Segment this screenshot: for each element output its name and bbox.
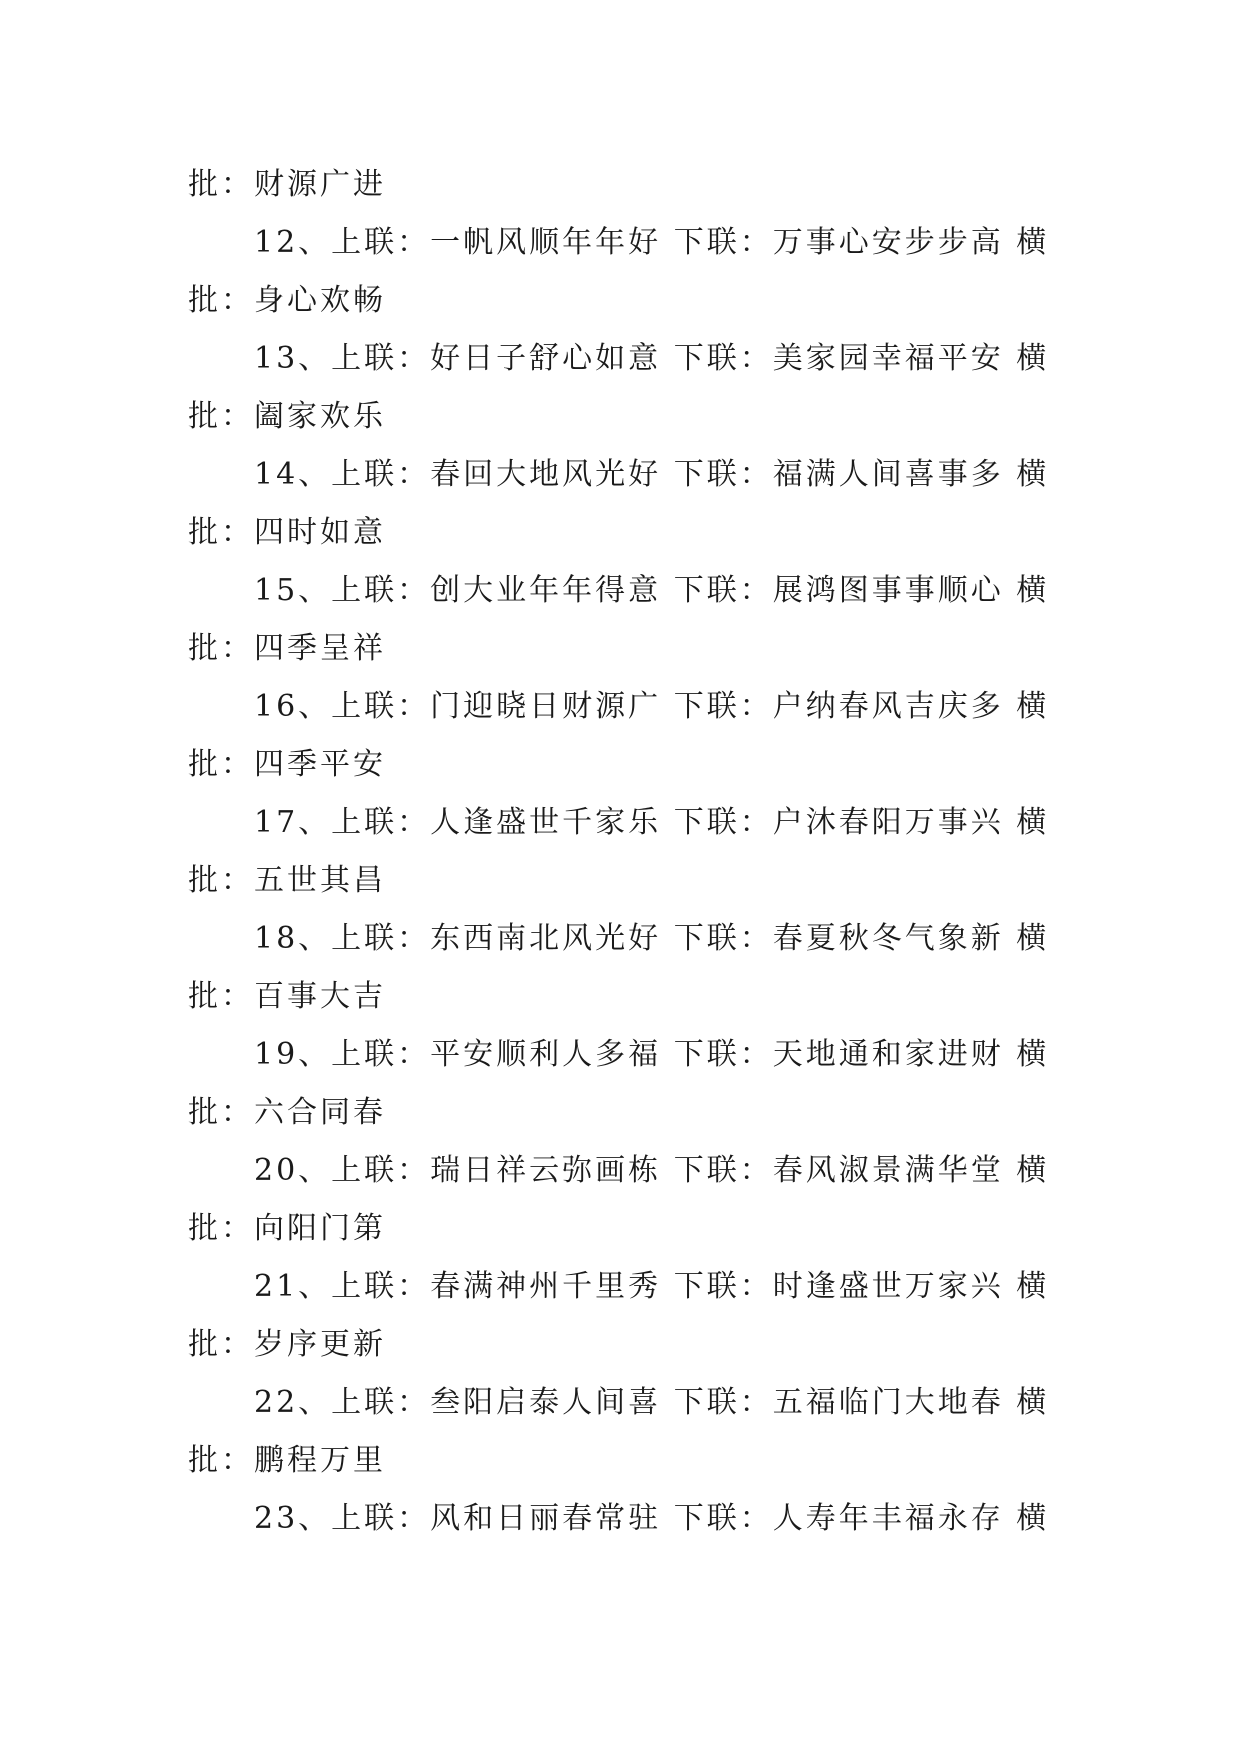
text-line: 23、上联：风和日丽春常驻 下联：人寿年丰福永存 横 bbox=[254, 1501, 1050, 1536]
text-line: 批：百事大吉 bbox=[188, 979, 386, 1014]
document-body bbox=[188, 156, 1078, 1548]
text-line: 19、上联：平安顺利人多福 下联：天地通和家进财 横 bbox=[254, 1037, 1050, 1072]
text-line: 13、上联：好日子舒心如意 下联：美家园幸福平安 横 bbox=[254, 341, 1050, 376]
text-line: 批：岁序更新 bbox=[188, 1327, 386, 1362]
text-line: 20、上联：瑞日祥云弥画栋 下联：春风淑景满华堂 横 bbox=[254, 1153, 1050, 1188]
text-line: 批：向阳门第 bbox=[188, 1211, 386, 1246]
text-line: 批：六合同春 bbox=[188, 1095, 386, 1130]
text-line: 17、上联：人逢盛世千家乐 下联：户沐春阳万事兴 横 bbox=[254, 805, 1050, 840]
text-line: 批：身心欢畅 bbox=[188, 283, 386, 318]
text-line: 16、上联：门迎晓日财源广 下联：户纳春风吉庆多 横 bbox=[254, 689, 1050, 724]
text-line: 12、上联：一帆风顺年年好 下联：万事心安步步高 横 bbox=[254, 225, 1050, 260]
text-line: 批：阖家欢乐 bbox=[188, 399, 386, 434]
text-line: 批：五世其昌 bbox=[188, 863, 386, 898]
text-line: 批：四季平安 bbox=[188, 747, 386, 782]
text-line: 批：四季呈祥 bbox=[188, 631, 386, 666]
text-line: 批：鹏程万里 bbox=[188, 1443, 386, 1478]
text-line: 15、上联：创大业年年得意 下联：展鸿图事事顺心 横 bbox=[254, 573, 1050, 608]
text-line: 批：财源广进 bbox=[188, 167, 386, 202]
text-line: 18、上联：东西南北风光好 下联：春夏秋冬气象新 横 bbox=[254, 921, 1050, 956]
text-line: 批：四时如意 bbox=[188, 515, 386, 550]
text-line: 21、上联：春满神州千里秀 下联：时逢盛世万家兴 横 bbox=[254, 1269, 1050, 1304]
text-line: 14、上联：春回大地风光好 下联：福满人间喜事多 横 bbox=[254, 457, 1050, 492]
text-line: 22、上联：叁阳启泰人间喜 下联：五福临门大地春 横 bbox=[254, 1385, 1050, 1420]
